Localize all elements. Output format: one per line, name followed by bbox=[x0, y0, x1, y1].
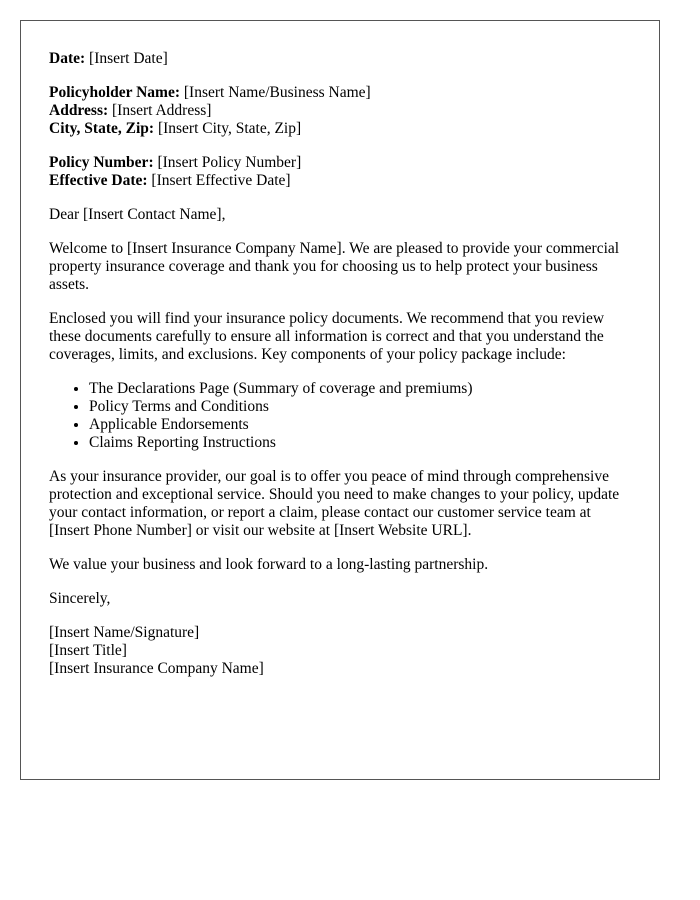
closing: Sincerely, bbox=[49, 590, 111, 607]
effective-date-line bbox=[49, 172, 631, 190]
address-value: [Insert Address] bbox=[112, 102, 212, 119]
signature-title: [Insert Title] bbox=[49, 642, 127, 659]
city-state-zip-line bbox=[49, 120, 631, 138]
city-state-zip-value: [Insert City, State, Zip] bbox=[157, 120, 302, 137]
policy-block bbox=[49, 154, 631, 190]
date-line bbox=[49, 50, 631, 68]
address-label: Address: bbox=[49, 102, 109, 119]
date-label: Date: bbox=[49, 50, 86, 67]
city-state-zip-label: City, State, Zip: bbox=[49, 120, 155, 137]
address-line bbox=[49, 102, 631, 120]
paragraph-provider: As your insurance provider, our goal is to offer you peace of mind through comprehensive protection and exceptional service. Should you need to make changes to your policy, update your contact information, or report a claim, please contact our customer service team at [Insert Phone Number] or visit our website at [Insert Website URL]. bbox=[49, 468, 620, 539]
date-value: [Insert Date] bbox=[89, 50, 168, 67]
salutation: Dear [Insert Contact Name], bbox=[49, 206, 226, 223]
policy-number-line bbox=[49, 154, 631, 172]
signature-block bbox=[49, 624, 631, 678]
components-list bbox=[49, 380, 631, 452]
letter-body bbox=[49, 50, 631, 678]
signature-name: [Insert Name/Signature] bbox=[49, 624, 200, 641]
letter-page bbox=[20, 20, 660, 780]
policyholder-label: Policyholder Name: bbox=[49, 84, 181, 101]
policyholder-line bbox=[49, 84, 631, 102]
policy-number-label: Policy Number: bbox=[49, 154, 154, 171]
list-item: • Policy Terms and Conditions bbox=[89, 398, 631, 416]
paragraph-welcome: Welcome to [Insert Insurance Company Name]. We are pleased to provide your commercial property insurance coverage and thank you for choosing us to help protect your business assets. bbox=[49, 240, 620, 293]
policyholder-block bbox=[49, 84, 631, 138]
list-item: • The Declarations Page (Summary of coverage and premiums) bbox=[89, 380, 631, 398]
list-item: • Applicable Endorsements bbox=[89, 416, 631, 434]
signature-company: [Insert Insurance Company Name] bbox=[49, 660, 264, 677]
policyholder-value: [Insert Name/Business Name] bbox=[183, 84, 371, 101]
date-block bbox=[49, 50, 631, 68]
effective-date-value: [Insert Effective Date] bbox=[151, 172, 291, 189]
list-item: • Claims Reporting Instructions bbox=[89, 434, 631, 452]
paragraph-enclosed: Enclosed you will find your insurance policy documents. We recommend that you review these documents carefully to ensure all information is correct and that you understand the coverages, limits, and exclusions. Key components of your policy package include: bbox=[49, 310, 605, 363]
effective-date-label: Effective Date: bbox=[49, 172, 148, 189]
policy-number-value: [Insert Policy Number] bbox=[157, 154, 302, 171]
paragraph-value: We value your business and look forward to a long-lasting partnership. bbox=[49, 556, 489, 573]
